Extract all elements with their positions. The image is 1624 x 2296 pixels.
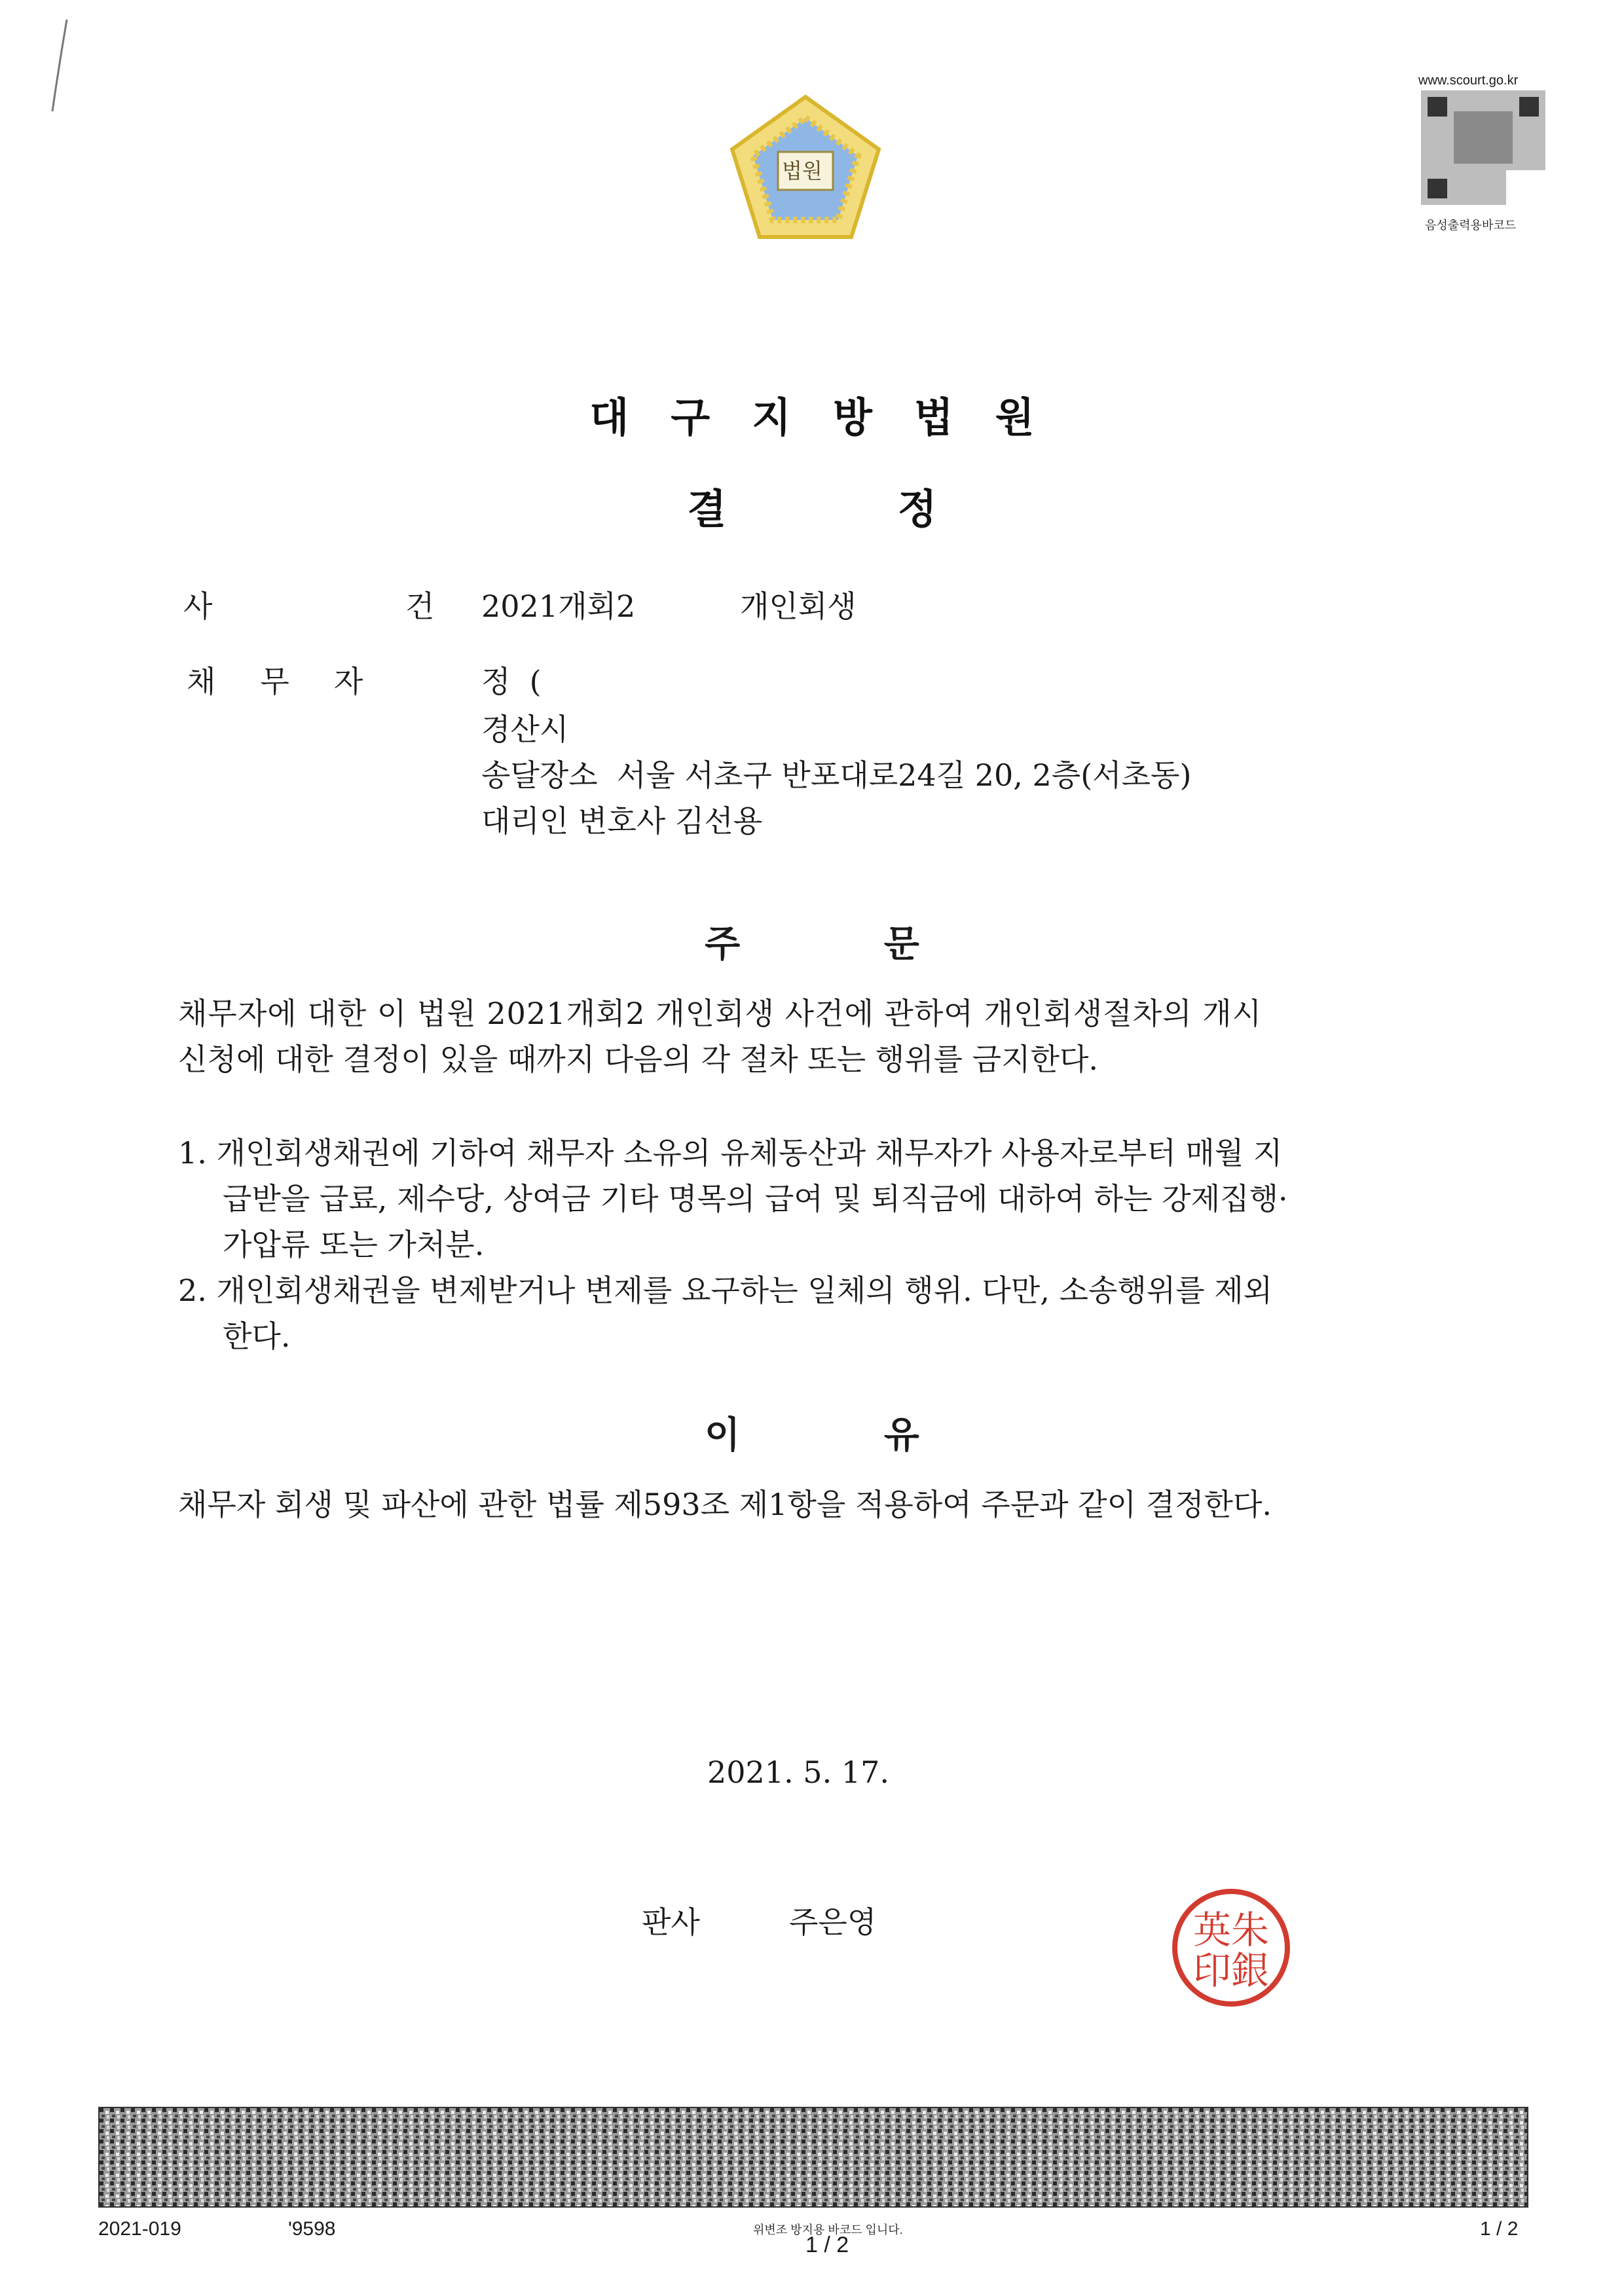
- reason-title: 이 유: [705, 1414, 919, 1457]
- order-intro-line2: 신청에 대한 결정이 있을 때까지 다음의 각 절차 또는 행위를 금지한다.: [178, 1042, 1099, 1077]
- qr-label: 음성출력용바코드: [1425, 219, 1517, 232]
- judge-seal: [1169, 1886, 1293, 2010]
- page-number-right: 1 / 2: [1480, 2218, 1519, 2240]
- svg-text:印銀: 印銀: [1192, 1948, 1270, 1993]
- debtor-address: 경산시: [481, 712, 569, 747]
- document-type: 결 정: [687, 485, 937, 533]
- order-item2-line1: 2. 개인회생채권을 변제받거나 변제를 요구하는 일체의 행위. 다만, 소송행위를 제외: [178, 1273, 1273, 1308]
- case-number: 2021개회2: [481, 589, 636, 624]
- voice-barcode: [1421, 72, 1545, 223]
- service-address: 송달장소 서울 서초구 반포대로24길 20, 2층(서초동): [481, 757, 1192, 793]
- order-item1-line3: 가압류 또는 가처분.: [223, 1227, 485, 1262]
- order-intro-line1: 채무자에 대한 이 법원 2021개회2 개인회생 사건에 관하여 개인회생절차의 개시: [178, 996, 1263, 1031]
- anti-forgery-note: 위변조 방지용 바코드 입니다.: [753, 2223, 903, 2236]
- court-emblem: [727, 92, 884, 242]
- doc-id-left: 2021-019: [98, 2218, 181, 2240]
- decision-date: 2021. 5. 17.: [707, 1755, 889, 1790]
- case-label: 사 건: [183, 589, 494, 624]
- seal-icon: [1169, 1886, 1293, 2010]
- case-type: 개인회생: [740, 589, 857, 624]
- emblem-label: 법원: [782, 158, 822, 183]
- agent: 대리인 변호사 김선용: [481, 803, 763, 839]
- barcode-pattern-icon: [100, 2108, 1527, 2206]
- anti-forgery-barcode: [98, 2107, 1528, 2208]
- svg-text:英朱: 英朱: [1192, 1908, 1270, 1952]
- order-item2-line2: 한다.: [223, 1319, 291, 1354]
- reason-text: 채무자 회생 및 파산에 관한 법률 제593조 제1항을 적용하여 주문과 같이 결정한다.: [178, 1487, 1272, 1522]
- judge-title: 판사: [642, 1904, 700, 1940]
- judge-name: 주은영: [789, 1904, 877, 1940]
- order-title: 주 문: [705, 923, 919, 966]
- debtor-name: 정 (: [481, 664, 542, 699]
- court-name: 대구지방법원: [589, 393, 1077, 441]
- doc-id-right: '9598: [288, 2218, 336, 2240]
- scan-mark: [39, 13, 79, 118]
- order-item1-line2: 급받을 급료, 제수당, 상여금 기타 명목의 급여 및 퇴직금에 대하여 하는 강제집행·: [223, 1181, 1288, 1216]
- qr-url: www.scourt.go.kr: [1418, 73, 1519, 88]
- qr-code-icon: [1421, 72, 1545, 210]
- debtor-label: 채무자: [187, 664, 408, 699]
- order-item1-line1: 1. 개인회생채권에 기하여 채무자 소유의 유체동산과 채무자가 사용자로부터 매월 지: [178, 1135, 1283, 1171]
- page-number-center: 1 / 2: [805, 2232, 849, 2257]
